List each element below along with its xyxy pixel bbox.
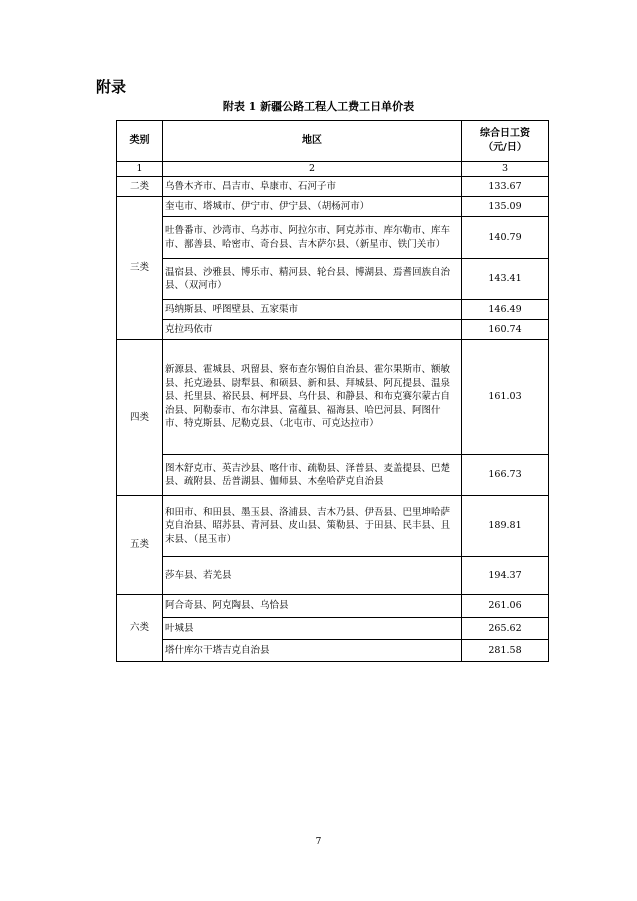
header-wage: 综合日工资 （元/日）	[462, 121, 549, 162]
wage-cell: 140.79	[462, 217, 549, 259]
wage-cell: 161.03	[462, 340, 549, 455]
index-cell: 1	[117, 162, 163, 177]
table-row	[117, 595, 549, 618]
table-row	[117, 217, 549, 259]
wage-cell: 166.73	[462, 455, 549, 496]
table-row	[117, 340, 549, 455]
wage-cell: 189.81	[462, 496, 549, 557]
region-cell: 克拉玛依市	[163, 320, 462, 340]
region-cell: 阿合奇县、阿克陶县、乌恰县	[163, 595, 462, 618]
table-row	[117, 300, 549, 320]
category-cell: 五类	[117, 496, 163, 595]
category-cell: 四类	[117, 340, 163, 496]
wage-cell: 261.06	[462, 595, 549, 618]
wage-cell: 133.67	[462, 177, 549, 197]
wage-cell: 281.58	[462, 640, 549, 662]
table-row	[117, 197, 549, 217]
table-row	[117, 320, 549, 340]
header-category: 类别	[117, 121, 163, 162]
wage-cell: 146.49	[462, 300, 549, 320]
region-cell: 和田市、和田县、墨玉县、洛浦县、吉木乃县、伊吾县、巴里坤哈萨克自治县、昭苏县、青河县、皮山县、策勒县、于田县、民丰县、且末县、（昆玉市）	[163, 496, 462, 557]
region-cell: 奎屯市、塔城市、伊宁市、伊宁县、（胡杨河市）	[163, 197, 462, 217]
wage-cell: 135.09	[462, 197, 549, 217]
table-row	[117, 640, 549, 662]
wage-cell: 194.37	[462, 557, 549, 595]
index-cell: 2	[163, 162, 462, 177]
table-index-row	[117, 162, 549, 177]
region-cell: 温宿县、沙雅县、博乐市、精河县、轮台县、博湖县、焉耆回族自治县、（双河市）	[163, 259, 462, 300]
table-row	[117, 177, 549, 197]
page-number: 7	[315, 837, 322, 847]
table-row	[117, 496, 549, 557]
region-cell: 叶城县	[163, 618, 462, 640]
table-row	[117, 455, 549, 496]
wage-table-body	[117, 121, 549, 662]
table-row	[117, 618, 549, 640]
region-cell: 新源县、霍城县、巩留县、察布查尔锡伯自治县、霍尔果斯市、额敏县、托克逊县、尉犁县、和硕县、新和县、拜城县、阿瓦提县、温泉县、托里县、裕民县、柯坪县、乌什县、和静县、和布克赛尔蒙古自治县、阿勒泰市、布尔津县、富蕴县、福海县、哈巴河县、阿图什市、特克斯县、尼勒克县、（北屯市、可克达拉市）	[163, 340, 462, 455]
table-caption: 附表 1 新疆公路工程人工费工日单价表	[222, 100, 415, 113]
region-cell: 玛纳斯县、呼图壁县、五家渠市	[163, 300, 462, 320]
category-cell: 三类	[117, 197, 163, 340]
region-cell: 图木舒克市、英吉沙县、喀什市、疏勒县、泽普县、麦盖提县、巴楚县、疏附县、岳普湖县、伽师县、木垒哈萨克自治县	[163, 455, 462, 496]
wage-cell: 143.41	[462, 259, 549, 300]
wage-cell: 160.74	[462, 320, 549, 340]
table-row	[117, 259, 549, 300]
region-cell: 莎车县、若羌县	[163, 557, 462, 595]
wage-table	[116, 120, 549, 662]
header-region: 地区	[163, 121, 462, 162]
section-title: 附录	[96, 78, 127, 96]
table-header-row	[117, 121, 549, 162]
wage-cell: 265.62	[462, 618, 549, 640]
region-cell: 乌鲁木齐市、昌吉市、阜康市、石河子市	[163, 177, 462, 197]
category-cell: 六类	[117, 595, 163, 662]
category-cell: 二类	[117, 177, 163, 197]
index-cell: 3	[462, 162, 549, 177]
region-cell: 吐鲁番市、沙湾市、乌苏市、阿拉尔市、阿克苏市、库尔勒市、库车市、鄯善县、哈密市、奇台县、吉木萨尔县、（新星市、铁门关市）	[163, 217, 462, 259]
table-row	[117, 557, 549, 595]
region-cell: 塔什库尔干塔吉克自治县	[163, 640, 462, 662]
